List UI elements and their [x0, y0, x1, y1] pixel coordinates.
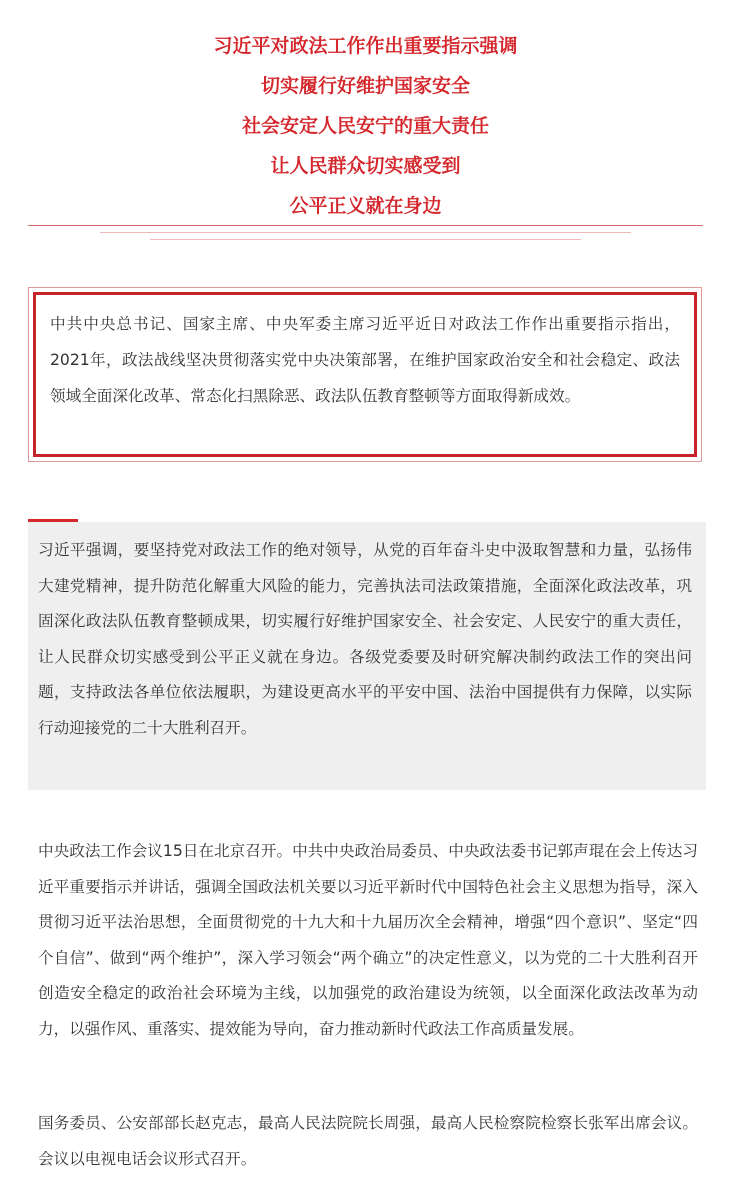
- headline-divider-top: [28, 225, 703, 226]
- headline-line-5: 公平正义就在身边: [289, 195, 442, 217]
- intro-box: [28, 287, 702, 462]
- headline-line-4: 让人民群众切实感受到: [270, 155, 461, 177]
- body-paragraph-2: 国务委员、公安部部长赵克志，最高人民法院院长周强，最高人民检察院检察长张军出席会议。会议以电视电话会议形式召开。: [38, 1114, 698, 1168]
- quote-block: [28, 522, 706, 790]
- headline: [0, 26, 731, 226]
- quote-paragraph: 习近平强调，要坚持党对政法工作的绝对领导，从党的百年奋斗史中汲取智慧和力量，弘扬伟大建党精神，提升防范化解重大风险的能力，完善执法司法政策措施，全面深化政法改革，巩固深化政法队伍教育整顿成果，切实履行好维护国家安全、社会安定、人民安宁的重大责任，让人民群众切实感受到公平正义就在身边。各级党委要及时研究解决制约政法工作的突出问题，支持政法各单位依法履职，为建设更高水平的平安中国、法治中国提供有力保障，以实际行动迎接党的二十大胜利召开。: [38, 541, 692, 737]
- headline-line-1: 习近平对政法工作作出重要指示强调: [213, 35, 518, 57]
- headline-divider-middle: [100, 232, 631, 233]
- intro-box-border: [33, 292, 697, 457]
- body-paragraph-1: 中央政法工作会议15日在北京召开。中共中央政治局委员、中央政法委书记郭声琨在会上传达习近平重要指示并讲话，强调全国政法机关要以习近平新时代中国特色社会主义思想为指导，深入贯彻习近平法治思想，全面贯彻党的十九大和十九届历次全会精神，增强“四个意识”、坚定“四个自信”、做到“两个维护”，深入学习领会“两个确立”的决定性意义，以为党的二十大胜利召开创造安全稳定的政治社会环境为主线，以加强党的政治建设为统领，以全面深化政法改革为动力，以强作风、重落实、提效能为导向，奋力推动新时代政法工作高质量发展。: [38, 842, 698, 1038]
- headline-divider-bottom: [150, 239, 581, 240]
- headline-line-3: 社会安定人民安宁的重大责任: [241, 115, 489, 137]
- intro-paragraph: 中共中央总书记、国家主席、中央军委主席习近平近日对政法工作作出重要指示指出，2021年，政法战线坚决贯彻落实党中央决策部署，在维护国家政治安全和社会稳定、政法领域全面深化改革、常态化扫黑除恶、政法队伍教育整顿等方面取得新成效。: [50, 315, 680, 405]
- headline-line-2: 切实履行好维护国家安全: [260, 75, 470, 97]
